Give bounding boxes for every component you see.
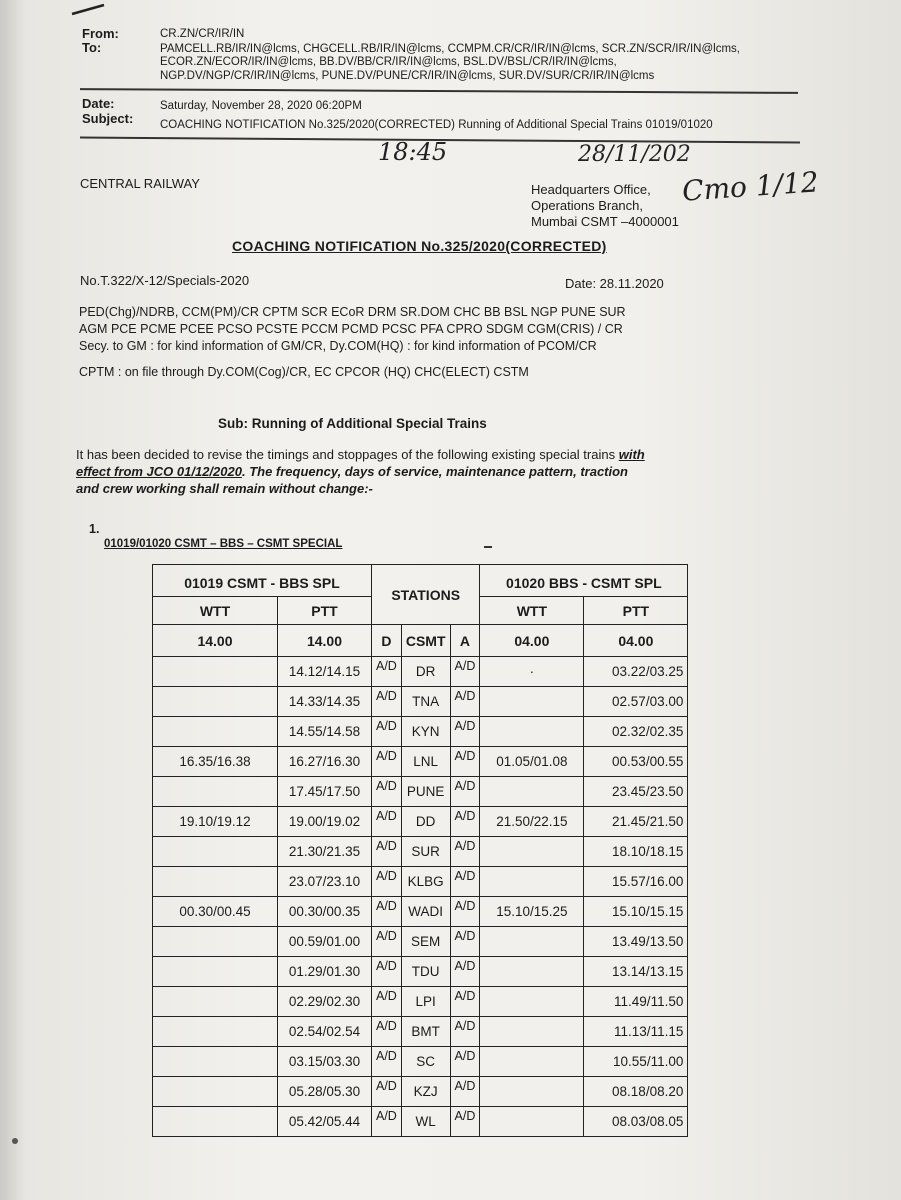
station-cell: LPI [401, 987, 450, 1017]
down-wtt-header: WTT [480, 597, 584, 625]
dep-flag-cell: A/D [372, 867, 402, 897]
dep-flag-cell: A/D [372, 717, 402, 747]
dep-flag-cell: A/D [372, 657, 402, 687]
origin-up-ptt: 14.00 [278, 625, 372, 657]
up-wtt-cell: 16.35/16.38 [153, 747, 278, 777]
reference-date: Date: 28.11.2020 [565, 276, 664, 291]
arr-flag-cell: A/D [450, 807, 480, 837]
down-wtt-cell: 21.50/22.15 [480, 807, 584, 837]
address-line-3: Mumbai CSMT –4000001 [531, 214, 679, 229]
station-cell: DR [401, 657, 450, 687]
arr-flag-cell: A/D [450, 1047, 480, 1077]
table-row [153, 687, 688, 717]
table-row [153, 717, 688, 747]
station-cell: KYN [401, 717, 450, 747]
station-cell: TDU [401, 957, 450, 987]
down-ptt-cell: 15.10/15.15 [584, 897, 688, 927]
down-ptt-cell: 15.57/16.00 [584, 867, 688, 897]
up-wtt-cell [153, 957, 278, 987]
table-row [153, 657, 688, 687]
para-text-d: . The frequency, days of service, maintenance pattern, traction [241, 464, 628, 479]
arr-flag-cell: A/D [450, 987, 480, 1017]
up-ptt-cell: 14.33/14.35 [278, 687, 372, 717]
up-wtt-cell [153, 1047, 278, 1077]
up-ptt-header: PTT [278, 597, 372, 625]
address-line-1: Headquarters Office, [531, 182, 651, 197]
to-label: To: [82, 40, 102, 55]
table-row [153, 1047, 688, 1077]
up-ptt-cell: 16.27/16.30 [278, 747, 372, 777]
distribution-line-1: PED(Chg)/NDRB, CCM(PM)/CR CPTM SCR ECoR DRM SR.DOM CHC BB BSL NGP PUNE SUR [79, 305, 626, 319]
origin-a: A [450, 625, 480, 657]
dep-flag-cell: A/D [372, 897, 402, 927]
down-wtt-cell [480, 1077, 584, 1107]
up-wtt-cell [153, 837, 278, 867]
up-ptt-cell: 00.59/01.00 [278, 927, 372, 957]
para-text-a: It has been decided to revise the timings and stoppages of the following existing special trains [76, 447, 619, 462]
up-ptt-cell: 00.30/00.35 [278, 897, 372, 927]
down-ptt-cell: 00.53/00.55 [584, 747, 688, 777]
down-ptt-cell: 08.18/08.20 [584, 1077, 688, 1107]
dep-flag-cell: A/D [372, 687, 402, 717]
table-row [153, 747, 688, 777]
up-wtt-cell [153, 657, 278, 687]
subject-heading: Sub: Running of Additional Special Trains [218, 416, 487, 431]
handwritten-note: Cmo 1/12 [681, 165, 820, 208]
dep-flag-cell: A/D [372, 807, 402, 837]
dep-flag-cell: A/D [372, 1107, 402, 1137]
timetable [152, 564, 688, 1137]
table-row [153, 897, 688, 927]
up-wtt-cell [153, 777, 278, 807]
station-cell: LNL [401, 747, 450, 777]
down-wtt-cell [480, 1017, 584, 1047]
dep-flag-cell: A/D [372, 837, 402, 867]
table-row [153, 927, 688, 957]
to-line-2: ECOR.ZN/ECOR/IR/IN@lcms, BB.DV/BB/CR/IR/IN@lcms, BSL.DV/BSL/CR/IR/IN@lcms, [160, 56, 617, 68]
down-ptt-cell: 02.32/02.35 [584, 717, 688, 747]
arr-flag-cell: A/D [450, 957, 480, 987]
table-row [153, 1107, 688, 1137]
up-wtt-cell [153, 1077, 278, 1107]
notification-title: COACHING NOTIFICATION No.325/2020(CORRECTED) [232, 238, 607, 254]
dep-flag-cell: A/D [372, 777, 402, 807]
down-ptt-cell: 08.03/08.05 [584, 1107, 688, 1137]
dep-flag-cell: A/D [372, 987, 402, 1017]
org-name: CENTRAL RAILWAY [80, 176, 200, 191]
up-ptt-cell: 19.00/19.02 [278, 807, 372, 837]
station-cell: SEM [401, 927, 450, 957]
up-wtt-cell [153, 717, 278, 747]
origin-up-wtt: 14.00 [153, 625, 278, 657]
para-text-b: with [618, 447, 645, 462]
down-wtt-cell [480, 687, 584, 717]
down-wtt-cell [480, 717, 584, 747]
down-wtt-cell [480, 777, 584, 807]
arr-flag-cell: A/D [450, 1107, 480, 1137]
up-ptt-cell: 21.30/21.35 [278, 837, 372, 867]
date-label: Date: [82, 96, 115, 111]
dep-flag-cell: A/D [372, 1017, 402, 1047]
down-ptt-cell: 23.45/23.50 [584, 777, 688, 807]
up-wtt-cell [153, 927, 278, 957]
arr-flag-cell: A/D [450, 687, 480, 717]
table-row [153, 807, 688, 837]
down-wtt-cell: 01.05/01.08 [480, 747, 584, 777]
arr-flag-cell: A/D [450, 1017, 480, 1047]
up-wtt-cell [153, 867, 278, 897]
down-ptt-cell: 11.13/11.15 [584, 1017, 688, 1047]
station-cell: DD [401, 807, 450, 837]
handwritten-time: 18:45 [378, 138, 448, 166]
item-title: 01019/01020 CSMT – BBS – CSMT SPECIAL [104, 538, 343, 550]
up-train-title: 01019 CSMT - BBS SPL [153, 565, 372, 597]
dep-flag-cell: A/D [372, 1047, 402, 1077]
para-text-e: and crew working shall remain without change:- [76, 481, 373, 496]
hq-address [531, 182, 679, 230]
station-cell: SUR [401, 837, 450, 867]
pen-stroke-mark [70, 0, 110, 20]
up-wtt-cell [153, 987, 278, 1017]
table-header-row-1 [153, 565, 688, 597]
station-cell: KZJ [401, 1077, 450, 1107]
distribution-line-2: AGM PCE PCME PCEE PCSO PCSTE PCCM PCMD PCSC PFA CPRO SDGM CGM(CRIS) / CR [79, 322, 623, 336]
down-wtt-cell [480, 1107, 584, 1137]
subject-value: COACHING NOTIFICATION No.325/2020(CORRECTED) Running of Additional Special Trains 01019/01020 [160, 119, 713, 131]
down-ptt-cell: 02.57/03.00 [584, 687, 688, 717]
scan-speck [484, 546, 492, 548]
up-ptt-cell: 05.42/05.44 [278, 1107, 372, 1137]
station-cell: SC [401, 1047, 450, 1077]
station-cell: PUNE [401, 777, 450, 807]
origin-down-wtt: 04.00 [480, 625, 584, 657]
dep-flag-cell: A/D [372, 747, 402, 777]
up-ptt-cell: 02.29/02.30 [278, 987, 372, 1017]
table-row [153, 1077, 688, 1107]
up-ptt-cell: 01.29/01.30 [278, 957, 372, 987]
up-wtt-cell [153, 687, 278, 717]
arr-flag-cell: A/D [450, 657, 480, 687]
up-ptt-cell: 02.54/02.54 [278, 1017, 372, 1047]
arr-flag-cell: A/D [450, 897, 480, 927]
cptm-line: CPTM : on file through Dy.COM(Cog)/CR, EC CPCOR (HQ) CHC(ELECT) CSTM [79, 365, 529, 379]
down-wtt-cell [480, 957, 584, 987]
address-line-2: Operations Branch, [531, 198, 644, 213]
punch-hole-mark [12, 1138, 18, 1144]
down-wtt-cell [480, 837, 584, 867]
from-value: CR.ZN/CR/IR/IN [160, 28, 245, 40]
arr-flag-cell: A/D [450, 747, 480, 777]
arr-flag-cell: A/D [450, 927, 480, 957]
dep-flag-cell: A/D [372, 927, 402, 957]
origin-d: D [372, 625, 402, 657]
down-ptt-cell: 21.45/21.50 [584, 807, 688, 837]
to-line-1: PAMCELL.RB/IR/IN@lcms, CHGCELL.RB/IR/IN@lcms, CCMPM.CR/CR/IR/IN@lcms, SCR.ZN/SCR/IR/IN@lcms, [160, 43, 740, 55]
station-cell: WADI [401, 897, 450, 927]
down-wtt-cell: 15.10/15.25 [480, 897, 584, 927]
dep-flag-cell: A/D [372, 957, 402, 987]
down-wtt-cell [480, 987, 584, 1017]
date-value: Saturday, November 28, 2020 06:20PM [160, 100, 362, 112]
station-cell: BMT [401, 1017, 450, 1047]
down-wtt-cell [480, 1047, 584, 1077]
arr-flag-cell: A/D [450, 1077, 480, 1107]
up-ptt-cell: 05.28/05.30 [278, 1077, 372, 1107]
down-wtt-cell [480, 927, 584, 957]
down-ptt-cell: 03.22/03.25 [584, 657, 688, 687]
origin-down-ptt: 04.00 [584, 625, 688, 657]
down-ptt-cell: 10.55/11.00 [584, 1047, 688, 1077]
table-row [153, 1017, 688, 1047]
dep-flag-cell: A/D [372, 1077, 402, 1107]
up-ptt-cell: 14.55/14.58 [278, 717, 372, 747]
distribution-line-3: Secy. to GM : for kind information of GM/CR, Dy.COM(HQ) : for kind information of PCOM/CR [79, 339, 597, 353]
station-cell: KLBG [401, 867, 450, 897]
para-text-c: effect from JCO 01/12/2020 [76, 464, 242, 479]
page-shadow [0, 0, 26, 1200]
down-wtt-cell [480, 867, 584, 897]
up-wtt-cell: 00.30/00.45 [153, 897, 278, 927]
up-wtt-cell: 19.10/19.12 [153, 807, 278, 837]
up-ptt-cell: 03.15/03.30 [278, 1047, 372, 1077]
down-ptt-cell: 13.14/13.15 [584, 957, 688, 987]
reference-number: No.T.322/X-12/Specials-2020 [80, 273, 250, 288]
station-cell: TNA [401, 687, 450, 717]
table-row [153, 957, 688, 987]
down-ptt-cell: 11.49/11.50 [584, 987, 688, 1017]
arr-flag-cell: A/D [450, 717, 480, 747]
down-ptt-cell: 13.49/13.50 [584, 927, 688, 957]
distribution-list [79, 304, 626, 355]
header-rule [80, 88, 798, 93]
table-row [153, 987, 688, 1017]
up-ptt-cell: 17.45/17.50 [278, 777, 372, 807]
subject-label: Subject: [82, 111, 134, 126]
handwritten-date: 28/11/202 [578, 142, 691, 167]
arr-flag-cell: A/D [450, 867, 480, 897]
table-row [153, 867, 688, 897]
up-wtt-cell [153, 1017, 278, 1047]
down-ptt-cell: 18.10/18.15 [584, 837, 688, 867]
table-row [153, 777, 688, 807]
arr-flag-cell: A/D [450, 777, 480, 807]
body-paragraph [76, 446, 645, 497]
up-wtt-header: WTT [153, 597, 278, 625]
arr-flag-cell: A/D [450, 837, 480, 867]
origin-station: CSMT [401, 625, 450, 657]
table-origin-row [153, 625, 688, 657]
up-wtt-cell [153, 1107, 278, 1137]
station-cell: WL [401, 1107, 450, 1137]
down-wtt-cell: · [480, 657, 584, 687]
table-row [153, 837, 688, 867]
stations-title: STATIONS [372, 565, 480, 625]
up-ptt-cell: 23.07/23.10 [278, 867, 372, 897]
down-train-title: 01020 BBS - CSMT SPL [480, 565, 688, 597]
up-ptt-cell: 14.12/14.15 [278, 657, 372, 687]
item-number: 1. [89, 522, 100, 536]
down-ptt-header: PTT [584, 597, 688, 625]
from-label: From: [82, 26, 119, 41]
to-line-3: NGP.DV/NGP/CR/IR/IN@lcms, PUNE.DV/PUNE/CR/IR/IN@lcms, SUR.DV/SUR/CR/IR/IN@lcms [160, 70, 655, 82]
